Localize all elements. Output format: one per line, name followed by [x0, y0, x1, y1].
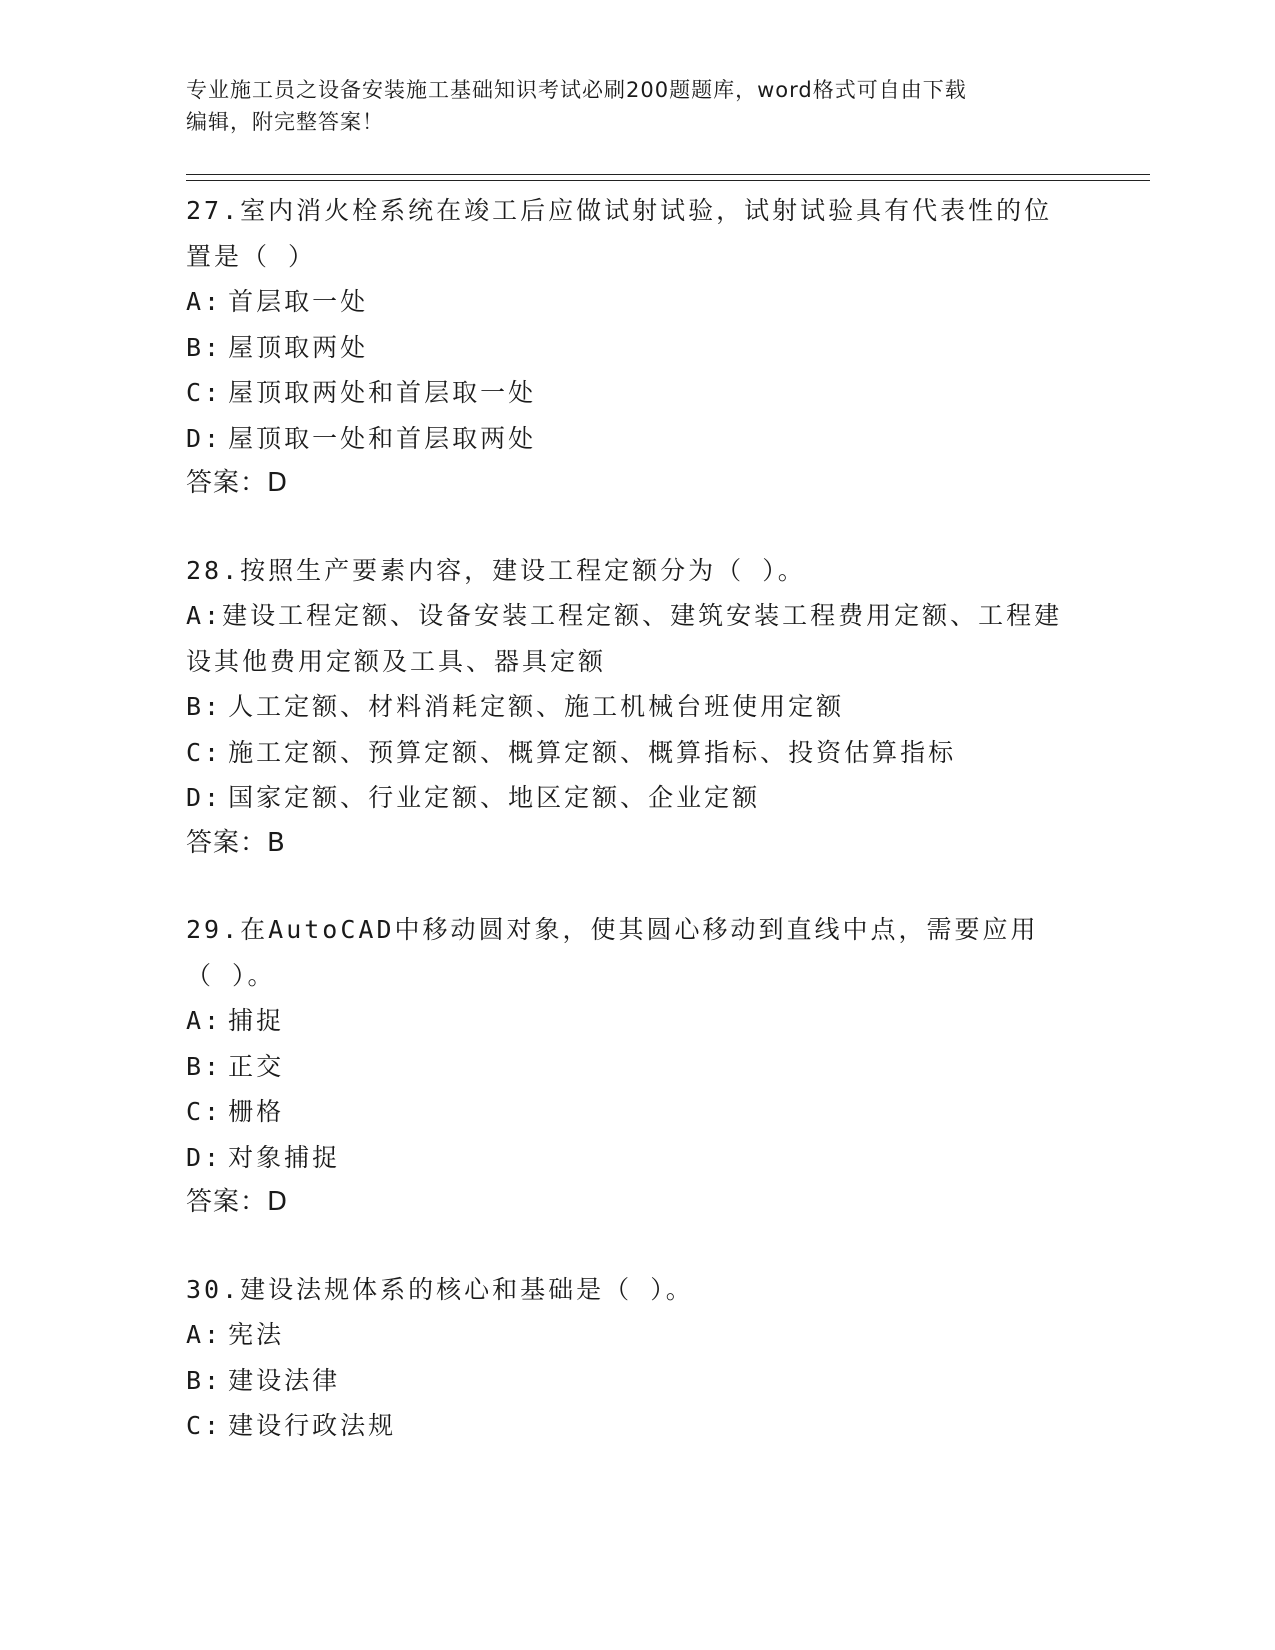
option-b	[186, 1044, 1066, 1090]
option-key: A:	[186, 287, 223, 316]
question-stem: 29.在AutoCAD中移动圆对象，使其圆心移动到直线中点，需要应用（ ）。	[186, 915, 1039, 990]
option-key: C:	[186, 378, 223, 407]
option-text: 对象捕捉	[228, 1142, 341, 1172]
option-key: B:	[186, 692, 223, 721]
answer-line: 答案：B	[186, 827, 286, 858]
option-text: 正交	[228, 1051, 285, 1081]
question-stem: 30.建设法规体系的核心和基础是（ ）。	[186, 1274, 694, 1304]
option-key: A:	[186, 601, 223, 630]
option-text: 屋顶取两处和首层取一处	[228, 378, 537, 407]
header-divider-top	[186, 174, 1150, 175]
document-header	[186, 74, 1066, 138]
question-30	[186, 1267, 1066, 1449]
option-text: 屋顶取两处	[228, 332, 369, 362]
option-text: 建设行政法规	[228, 1411, 397, 1440]
question-stem: 28.按照生产要素内容，建设工程定额分为（ ）。	[186, 555, 806, 585]
option-a	[186, 279, 1066, 325]
header-line-2: 编辑，附完整答案！	[186, 110, 384, 134]
option-text: 建设工程定额、设备安装工程定额、建筑安装工程费用定额、工程建设其他费用定额及工具、器具定额	[186, 601, 1063, 676]
option-key: D:	[186, 783, 223, 812]
option-key: C:	[186, 1097, 223, 1126]
option-key: C:	[186, 737, 223, 767]
option-text: 捕捉	[228, 1006, 285, 1035]
option-text: 栅格	[228, 1097, 285, 1126]
option-text: 宪法	[228, 1320, 285, 1349]
option-c	[186, 730, 1066, 776]
option-key: A:	[186, 1320, 223, 1349]
option-a	[186, 593, 1066, 684]
option-text: 首层取一处	[228, 287, 369, 316]
option-key: D:	[186, 423, 223, 453]
header-line-1: 专业施工员之设备安装施工基础知识考试必刷200题题库，word格式可自由下载	[186, 78, 967, 102]
header-divider-bottom	[186, 180, 1150, 181]
option-b	[186, 1358, 1066, 1404]
question-29	[186, 907, 1066, 1226]
option-b	[186, 684, 1066, 730]
option-key: B:	[186, 1365, 223, 1395]
answer-line: 答案：D	[186, 1187, 289, 1217]
option-text: 屋顶取一处和首层取两处	[228, 423, 537, 453]
option-c	[186, 1403, 1066, 1449]
option-a	[186, 998, 1066, 1044]
question-list	[186, 188, 1066, 1490]
option-key: C:	[186, 1411, 223, 1440]
option-c	[186, 1089, 1066, 1135]
option-c	[186, 370, 1066, 416]
question-27	[186, 188, 1066, 507]
question-28	[186, 548, 1066, 867]
option-text: 建设法律	[228, 1365, 341, 1395]
option-text: 人工定额、材料消耗定额、施工机械台班使用定额	[228, 692, 845, 721]
option-d	[186, 775, 1066, 821]
option-key: A:	[186, 1006, 223, 1035]
option-a	[186, 1312, 1066, 1358]
answer-line: 答案：D	[186, 468, 289, 498]
option-b	[186, 325, 1066, 371]
option-key: B:	[186, 332, 223, 362]
option-d	[186, 416, 1066, 462]
option-d	[186, 1135, 1066, 1181]
option-key: B:	[186, 1051, 223, 1081]
question-stem: 27.室内消火栓系统在竣工后应做试射试验，试射试验具有代表性的位置是（ ）	[186, 196, 1053, 271]
option-text: 国家定额、行业定额、地区定额、企业定额	[228, 783, 761, 812]
option-key: D:	[186, 1142, 223, 1172]
option-text: 施工定额、预算定额、概算定额、概算指标、投资估算指标	[228, 737, 957, 767]
